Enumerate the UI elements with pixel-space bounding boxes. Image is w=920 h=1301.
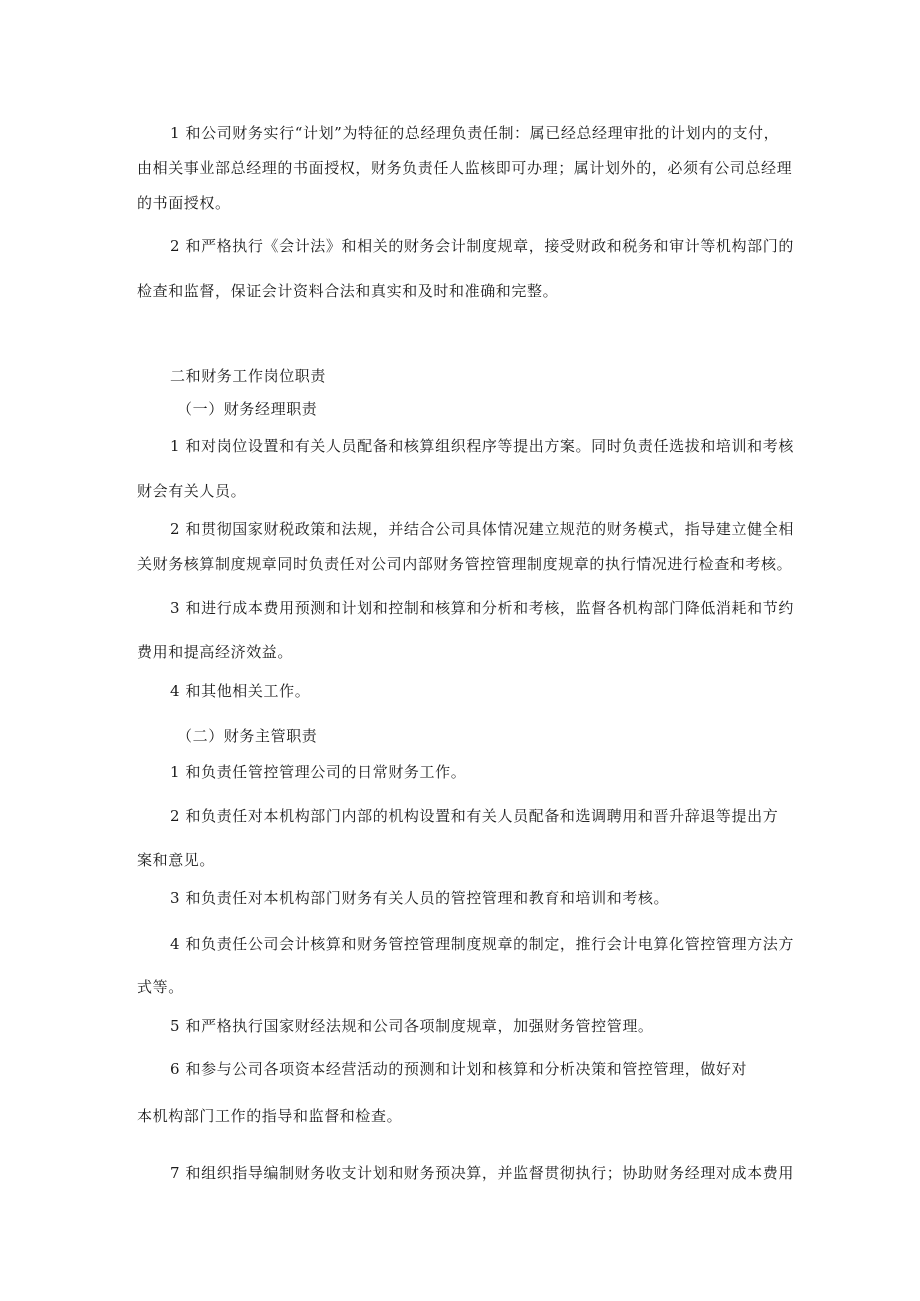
paragraph-1-line-2: 由相关事业部总经理的书面授权，财务负责任人监核即可办理；属计划外的，必须有公司总经理 — [137, 159, 793, 177]
supervisor-item-3-line-1: 3 和负责任对本机构部门财务有关人员的管控管理和教育和培训和考核。 — [170, 889, 670, 907]
paragraph-2-line-1: 2 和严格执行《会计法》和相关的财务会计制度规章，接受财政和税务和审计等机构部门的 — [170, 237, 794, 255]
subsection-heading-finance-supervisor: （二）财务主管职责 — [177, 727, 318, 745]
paragraph-2-line-2: 检查和监督，保证会计资料合法和真实和及时和准确和完整。 — [137, 282, 559, 300]
supervisor-item-4-line-1: 4 和负责任公司会计核算和财务管控管理制度规章的制定，推行会计电算化管控管理方法方 — [170, 935, 794, 953]
manager-item-3-line-2: 费用和提高经济效益。 — [137, 643, 294, 661]
supervisor-item-2-line-1: 2 和负责任对本机构部门内部的机构设置和有关人员配备和选调聘用和晋升辞退等提出方 — [170, 807, 779, 825]
supervisor-item-4-line-2: 式等。 — [137, 978, 184, 996]
paragraph-1-line-1: 1 和公司财务实行“计划”为特征的总经理负责任制：属已经总经理审批的计划内的支付， — [170, 124, 780, 142]
manager-item-1-line-1: 1 和对岗位设置和有关人员配备和核算组织程序等提出方案。同时负责任选拔和培训和考核 — [170, 437, 794, 455]
supervisor-item-6-line-1: 6 和参与公司各项资本经营活动的预测和计划和核算和分析决策和管控管理，做好对 — [170, 1060, 748, 1078]
manager-item-3-line-1: 3 和进行成本费用预测和计划和控制和核算和分析和考核，监督各机构部门降低消耗和节约 — [170, 599, 794, 617]
supervisor-item-2-line-2: 案和意见。 — [137, 851, 216, 869]
manager-item-1-line-2: 财会有关人员。 — [137, 482, 247, 500]
supervisor-item-7-line-1: 7 和组织指导编制财务收支计划和财务预决算，并监督贯彻执行；协助财务经理对成本费用 — [170, 1164, 794, 1182]
manager-item-2-line-1: 2 和贯彻国家财税政策和法规，并结合公司具体情况建立规范的财务模式，指导建立健全相 — [170, 520, 794, 538]
supervisor-item-1-line-1: 1 和负责任管控管理公司的日常财务工作。 — [170, 763, 467, 781]
supervisor-item-6-line-2: 本机构部门工作的指导和监督和检查。 — [137, 1107, 403, 1125]
subsection-heading-finance-manager: （一）财务经理职责 — [177, 400, 318, 418]
manager-item-2-line-2: 关财务核算制度规章同时负责任对公司内部财务管控管理制度规章的执行情况进行检查和考核。 — [137, 555, 793, 573]
supervisor-item-5-line-1: 5 和严格执行国家财经法规和公司各项制度规章，加强财务管控管理。 — [170, 1017, 654, 1035]
section-heading-2: 二和财务工作岗位职责 — [170, 367, 327, 385]
manager-item-4-line-1: 4 和其他相关工作。 — [170, 682, 311, 700]
paragraph-1-line-3: 的书面授权。 — [137, 194, 231, 212]
